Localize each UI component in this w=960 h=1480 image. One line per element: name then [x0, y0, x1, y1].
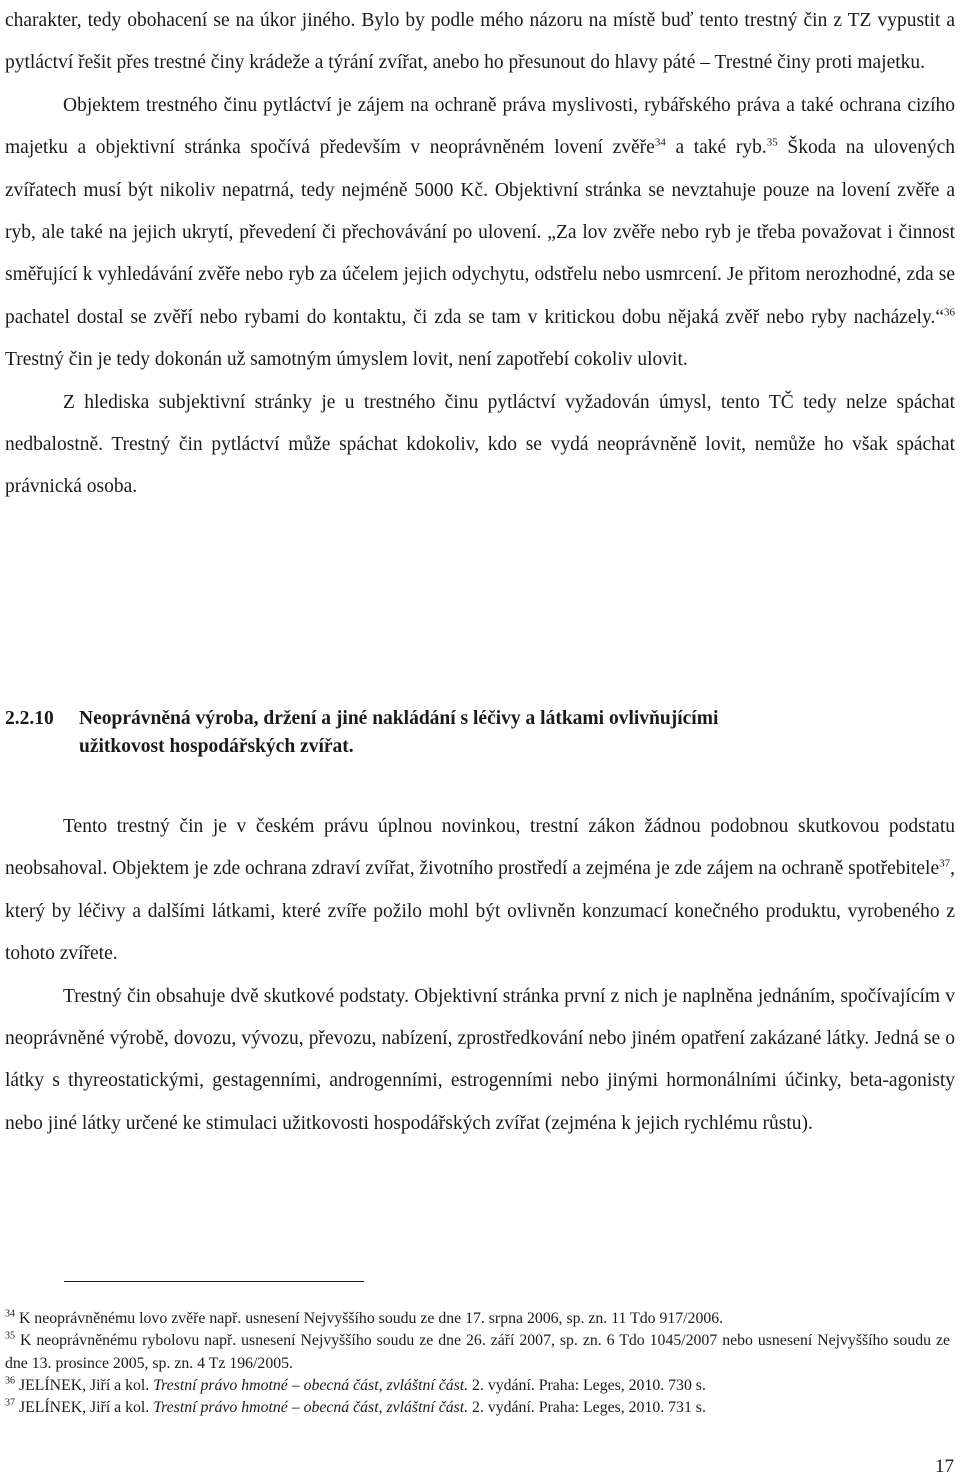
- footnote-ref-35[interactable]: 35: [766, 136, 778, 149]
- source-title: Trestní právo hmotné – obecná část, zvláštní část.: [153, 1399, 469, 1417]
- footnotes: [5, 1308, 950, 1419]
- footnote-separator: [64, 1281, 364, 1282]
- section-title-line-1: Neoprávněná výroba, držení a jiné nakládání s léčivy a látkami ovlivňujícími: [79, 708, 719, 729]
- paragraph-2: Objektem trestného činu pytláctví je zájem na ochraně práva myslivosti, rybářského práva a také ochrana cizího majetku a objektivní stránka spočívá především v neoprávněném lovení zvěře$^{34}$ a také ryb.$^{35}$ Škoda na ulovených zvířatech musí být nikoliv nepatrná, tedy nejméně 5000 Kč. Objektivní stránka se nevztahuje pouze na lovení zvěře a ryb, ale také na jejich ukrytí, převedení či přechovávání po ulovení. „Za lov zvěře nebo ryb je třeba považovat i činnost směřující k vyhledávání zvěře nebo ryb za účelem jejich odychytu, odstřelu nebo usmrcení. Je přitom nerozhodné, zda se pachatel dostal se zvěří nebo rybami do kontaktu, či zda se tam v kritickou dobu nějaká zvěř nebo ryby nacházely.“$^{36}$ Trestný čin je tedy dokonán už samotným úmyslem lovit, není zapotřebí cokoliv ulovit.: [5, 94, 955, 371]
- section-title-line-2: užitkovost hospodářských zvířat.: [79, 736, 354, 757]
- footnote-36: $^{36}$ JELÍNEK, Jiří a kol. Trestní právo hmotné – obecná část, zvláštní část. 2. vydání. Praha: Leges, 2010. 730 s.: [5, 1375, 706, 1394]
- source-title: Trestní právo hmotné – obecná část, zvláštní část.: [153, 1376, 469, 1394]
- section-heading: [5, 705, 935, 761]
- footnote-ref-37[interactable]: 37: [939, 857, 951, 870]
- body-text-bottom: [5, 806, 955, 1145]
- footnote-ref-36[interactable]: 36: [944, 306, 955, 319]
- page-number: 17: [935, 1456, 954, 1477]
- body-text-top: [5, 0, 955, 509]
- footnote-ref-34[interactable]: 34: [654, 136, 666, 149]
- footnote-34: $^{34}$ K neoprávněnému lovo zvěře např. usnesení Nejvyššího soudu ze dne 17. srpna 2006, sp. zn. 11 Tdo 917/2006.: [5, 1308, 724, 1327]
- paragraph-4: Tento trestný čin je v českém právu úplnou novinkou, trestní zákon žádnou podobnou skutkovou podstatu neobsahoval. Objektem je zde ochrana zdraví zvířat, životního prostředí a zejména je zde zájem na ochraně spotřebitele$^{37}$, který by léčivy a dalšími látkami, které zvíře požilo mohl být ovlivněn konzumací konečného produktu, vyrobeného z tohoto zvířete.: [5, 816, 955, 965]
- footnote-35: $^{35}$ K neoprávněnému rybolovu např. usnesení Nejvyššího soudu ze dne 26. září 2007, sp. zn. 6 Tdo 1045/2007 nebo usnesení Nejvyššího soudu ze dne 13. prosince 2005, sp. zn. 4 Tz 196/2005.: [5, 1331, 950, 1372]
- footnote-37: $^{37}$ JELÍNEK, Jiří a kol. Trestní právo hmotné – obecná část, zvláštní část. 2. vydání. Praha: Leges, 2010. 731 s.: [5, 1397, 706, 1417]
- paragraph-1: charakter, tedy obohacení se na úkor jiného. Bylo by podle mého názoru na místě buď tento trestný čin z TZ vypustit a pytláctví řešit přes trestné činy krádeže a týrání zvířat, anebo ho přesunout do hlavy páté – Trestné činy proti majetku.: [5, 10, 955, 74]
- paragraph-3: Z hlediska subjektivní stránky je u trestného činu pytláctví vyžadován úmysl, tento TČ tedy nelze spáchat nedbalostně. Trestný čin pytláctví může spáchat kdokoliv, kdo se vydá neoprávněně lovit, nemůže ho však spáchat právnická osoba.: [5, 391, 955, 498]
- paragraph-5: Trestný čin obsahuje dvě skutkové podstaty. Objektivní stránka první z nich je naplněna jednáním, spočívajícím v neoprávněné výrobě, dovozu, vývozu, převozu, nabízení, zprostředkování nebo jiném opatření zakázané látky. Jedná se o látky s thyreostatickými, gestagenními, androgenními, estrogenními nebo jinými hormonálními účinky, beta-agonisty nebo jiné látky určené ke stimulaci užitkovosti hospodářských zvířat (zejména k jejich rychlému růstu).: [5, 985, 955, 1134]
- section-number: 2.2.10: [5, 708, 54, 729]
